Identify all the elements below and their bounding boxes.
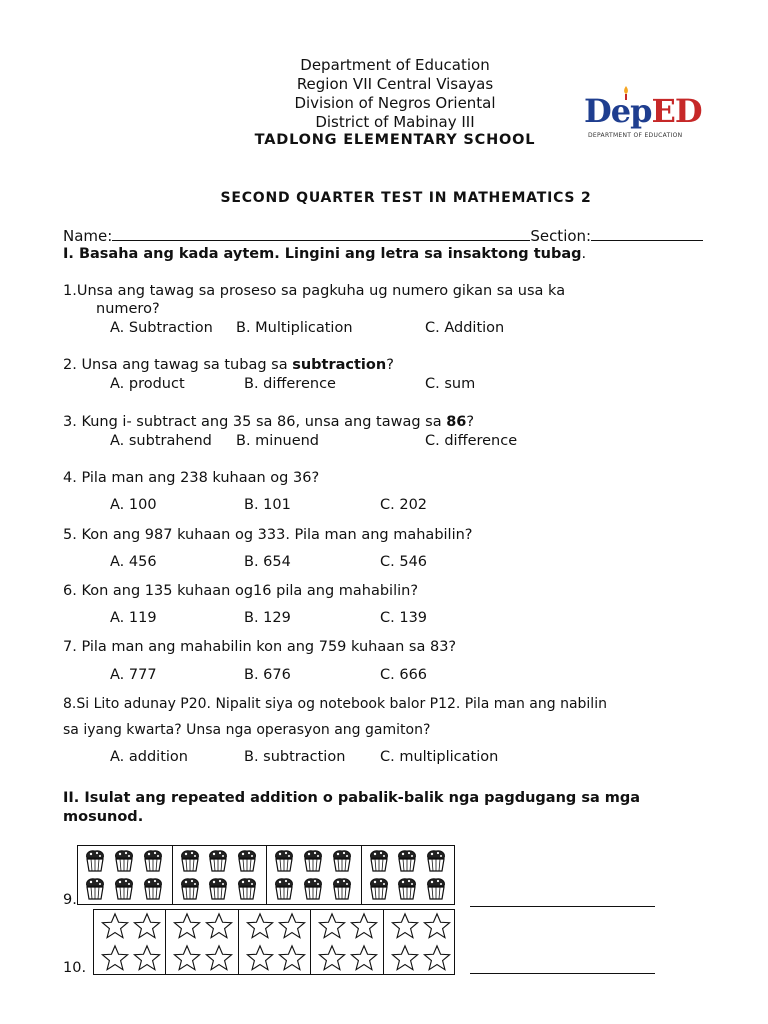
q4-text: 4. Pila man ang 238 kuhaan og 36? bbox=[63, 470, 320, 486]
q8-line1: 8.Si Lito adunay P20. Nipalit siya og notebook balor P12. Pila man ang nabilin bbox=[63, 696, 607, 712]
item9-cupcake-box bbox=[77, 845, 455, 905]
cupcake-icon bbox=[271, 877, 297, 899]
star-group bbox=[384, 910, 456, 974]
q6-text: 6. Kon ang 135 kuhaan og16 pila ang mahabilin? bbox=[63, 583, 419, 599]
q1-option-b[interactable]: B. Multiplication bbox=[236, 320, 353, 336]
q1-option-c[interactable]: C. Addition bbox=[425, 320, 505, 336]
star-icon bbox=[349, 912, 379, 940]
star-icon bbox=[132, 944, 162, 972]
name-line[interactable] bbox=[112, 226, 530, 241]
q7-option-c[interactable]: C. 666 bbox=[380, 667, 428, 683]
q1-line1: 1.Unsa ang tawag sa proseso sa pagkuha ug numero gikan sa usa ka bbox=[63, 283, 566, 299]
test-title: SECOND QUARTER TEST IN MATHEMATICS 2 bbox=[220, 190, 592, 206]
item10-answer-line[interactable] bbox=[470, 973, 655, 974]
star-icon bbox=[172, 912, 202, 940]
part1-instruction: I. Basaha ang kada aytem. Lingini ang letra sa insaktong tubag. bbox=[63, 246, 587, 262]
q5-text: 5. Kon ang 987 kuhaan og 333. Pila man ang mahabilin? bbox=[63, 527, 473, 543]
section-line[interactable] bbox=[591, 226, 703, 241]
cupcake-icon bbox=[366, 849, 392, 871]
cupcake-icon bbox=[205, 849, 231, 871]
cupcake-icon bbox=[82, 877, 108, 899]
q8-line2: sa iyang kwarta? Unsa nga operasyon ang gamiton? bbox=[63, 722, 431, 738]
q4-option-c[interactable]: C. 202 bbox=[380, 497, 428, 513]
cupcake-icon bbox=[394, 877, 420, 899]
name-label: Name: bbox=[63, 227, 113, 245]
item9-label: 9. bbox=[63, 892, 77, 908]
q5-option-a[interactable]: A. 456 bbox=[110, 554, 157, 570]
q7-option-a[interactable]: A. 777 bbox=[110, 667, 157, 683]
q4-option-a[interactable]: A. 100 bbox=[110, 497, 157, 513]
cupcake-icon bbox=[111, 877, 137, 899]
q2-text: 2. Unsa ang tawag sa tubag sa subtraction? bbox=[63, 357, 394, 373]
star-icon bbox=[245, 944, 275, 972]
star-icon bbox=[100, 912, 130, 940]
q6-option-c[interactable]: C. 139 bbox=[380, 610, 428, 626]
header-district: District of Mabinay III bbox=[315, 113, 475, 131]
q3-option-b[interactable]: B. minuend bbox=[236, 433, 320, 449]
cupcake-group bbox=[173, 846, 268, 904]
star-icon bbox=[390, 912, 420, 940]
deped-logo bbox=[584, 86, 702, 148]
cupcake-icon bbox=[366, 877, 392, 899]
item10-star-box bbox=[93, 909, 455, 975]
cupcake-icon bbox=[140, 849, 166, 871]
cupcake-icon bbox=[423, 877, 449, 899]
q2-option-b[interactable]: B. difference bbox=[244, 376, 336, 392]
star-icon bbox=[204, 944, 234, 972]
q3-option-a[interactable]: A. subtrahend bbox=[110, 433, 212, 449]
star-icon bbox=[317, 912, 347, 940]
cupcake-icon bbox=[234, 849, 260, 871]
logo-text: DepED bbox=[584, 92, 702, 130]
cupcake-group bbox=[362, 846, 457, 904]
star-icon bbox=[390, 944, 420, 972]
cupcake-icon bbox=[177, 877, 203, 899]
q2-option-a[interactable]: A. product bbox=[110, 376, 185, 392]
star-icon bbox=[100, 944, 130, 972]
cupcake-icon bbox=[140, 877, 166, 899]
star-icon bbox=[204, 912, 234, 940]
q4-option-b[interactable]: B. 101 bbox=[244, 497, 291, 513]
star-icon bbox=[422, 944, 452, 972]
star-icon bbox=[317, 944, 347, 972]
cupcake-icon bbox=[300, 877, 326, 899]
q5-option-b[interactable]: B. 654 bbox=[244, 554, 291, 570]
star-icon bbox=[245, 912, 275, 940]
cupcake-icon bbox=[82, 849, 108, 871]
q8-option-c[interactable]: C. multiplication bbox=[380, 749, 499, 765]
star-group bbox=[239, 910, 311, 974]
q7-text: 7. Pila man ang mahabilin kon ang 759 kuhaan sa 83? bbox=[63, 639, 457, 655]
star-icon bbox=[277, 912, 307, 940]
item9-answer-line[interactable] bbox=[470, 906, 655, 907]
q8-option-a[interactable]: A. addition bbox=[110, 749, 188, 765]
q5-option-c[interactable]: C. 546 bbox=[380, 554, 428, 570]
cupcake-icon bbox=[329, 877, 355, 899]
cupcake-icon bbox=[177, 849, 203, 871]
star-icon bbox=[172, 944, 202, 972]
star-icon bbox=[422, 912, 452, 940]
q6-option-b[interactable]: B. 129 bbox=[244, 610, 291, 626]
part2-instruction-line2: mosunod. bbox=[63, 809, 144, 825]
header-division: Division of Negros Oriental bbox=[294, 94, 496, 112]
cupcake-icon bbox=[394, 849, 420, 871]
q3-text: 3. Kung i- subtract ang 35 sa 86, unsa ang tawag sa 86? bbox=[63, 414, 475, 430]
cupcake-icon bbox=[234, 877, 260, 899]
cupcake-icon bbox=[329, 849, 355, 871]
q6-option-a[interactable]: A. 119 bbox=[110, 610, 157, 626]
cupcake-icon bbox=[111, 849, 137, 871]
q7-option-b[interactable]: B. 676 bbox=[244, 667, 291, 683]
q2-option-c[interactable]: C. sum bbox=[425, 376, 476, 392]
header-dept: Department of Education bbox=[300, 56, 490, 74]
star-icon bbox=[349, 944, 379, 972]
cupcake-icon bbox=[300, 849, 326, 871]
q1-option-a[interactable]: A. Subtraction bbox=[110, 320, 213, 336]
q8-option-b[interactable]: B. subtraction bbox=[244, 749, 346, 765]
cupcake-icon bbox=[271, 849, 297, 871]
star-icon bbox=[132, 912, 162, 940]
cupcake-icon bbox=[423, 849, 449, 871]
item10-label: 10. bbox=[63, 960, 87, 976]
part2-instruction-line1: II. Isulat ang repeated addition o pabalik-balik nga pagdugang sa mga bbox=[63, 790, 641, 806]
section-label: Section: bbox=[530, 227, 592, 245]
star-group bbox=[311, 910, 383, 974]
school-name: TADLONG ELEMENTARY SCHOOL bbox=[254, 132, 536, 148]
star-group bbox=[166, 910, 238, 974]
cupcake-icon bbox=[205, 877, 231, 899]
logo-subtitle: DEPARTMENT OF EDUCATION bbox=[588, 132, 683, 139]
q1-line2: numero? bbox=[96, 301, 160, 317]
q3-option-c[interactable]: C. difference bbox=[425, 433, 518, 449]
cupcake-group bbox=[267, 846, 362, 904]
header-region: Region VII Central Visayas bbox=[296, 75, 494, 93]
star-group bbox=[94, 910, 166, 974]
name-section-row bbox=[63, 226, 703, 245]
cupcake-group bbox=[78, 846, 173, 904]
star-icon bbox=[277, 944, 307, 972]
